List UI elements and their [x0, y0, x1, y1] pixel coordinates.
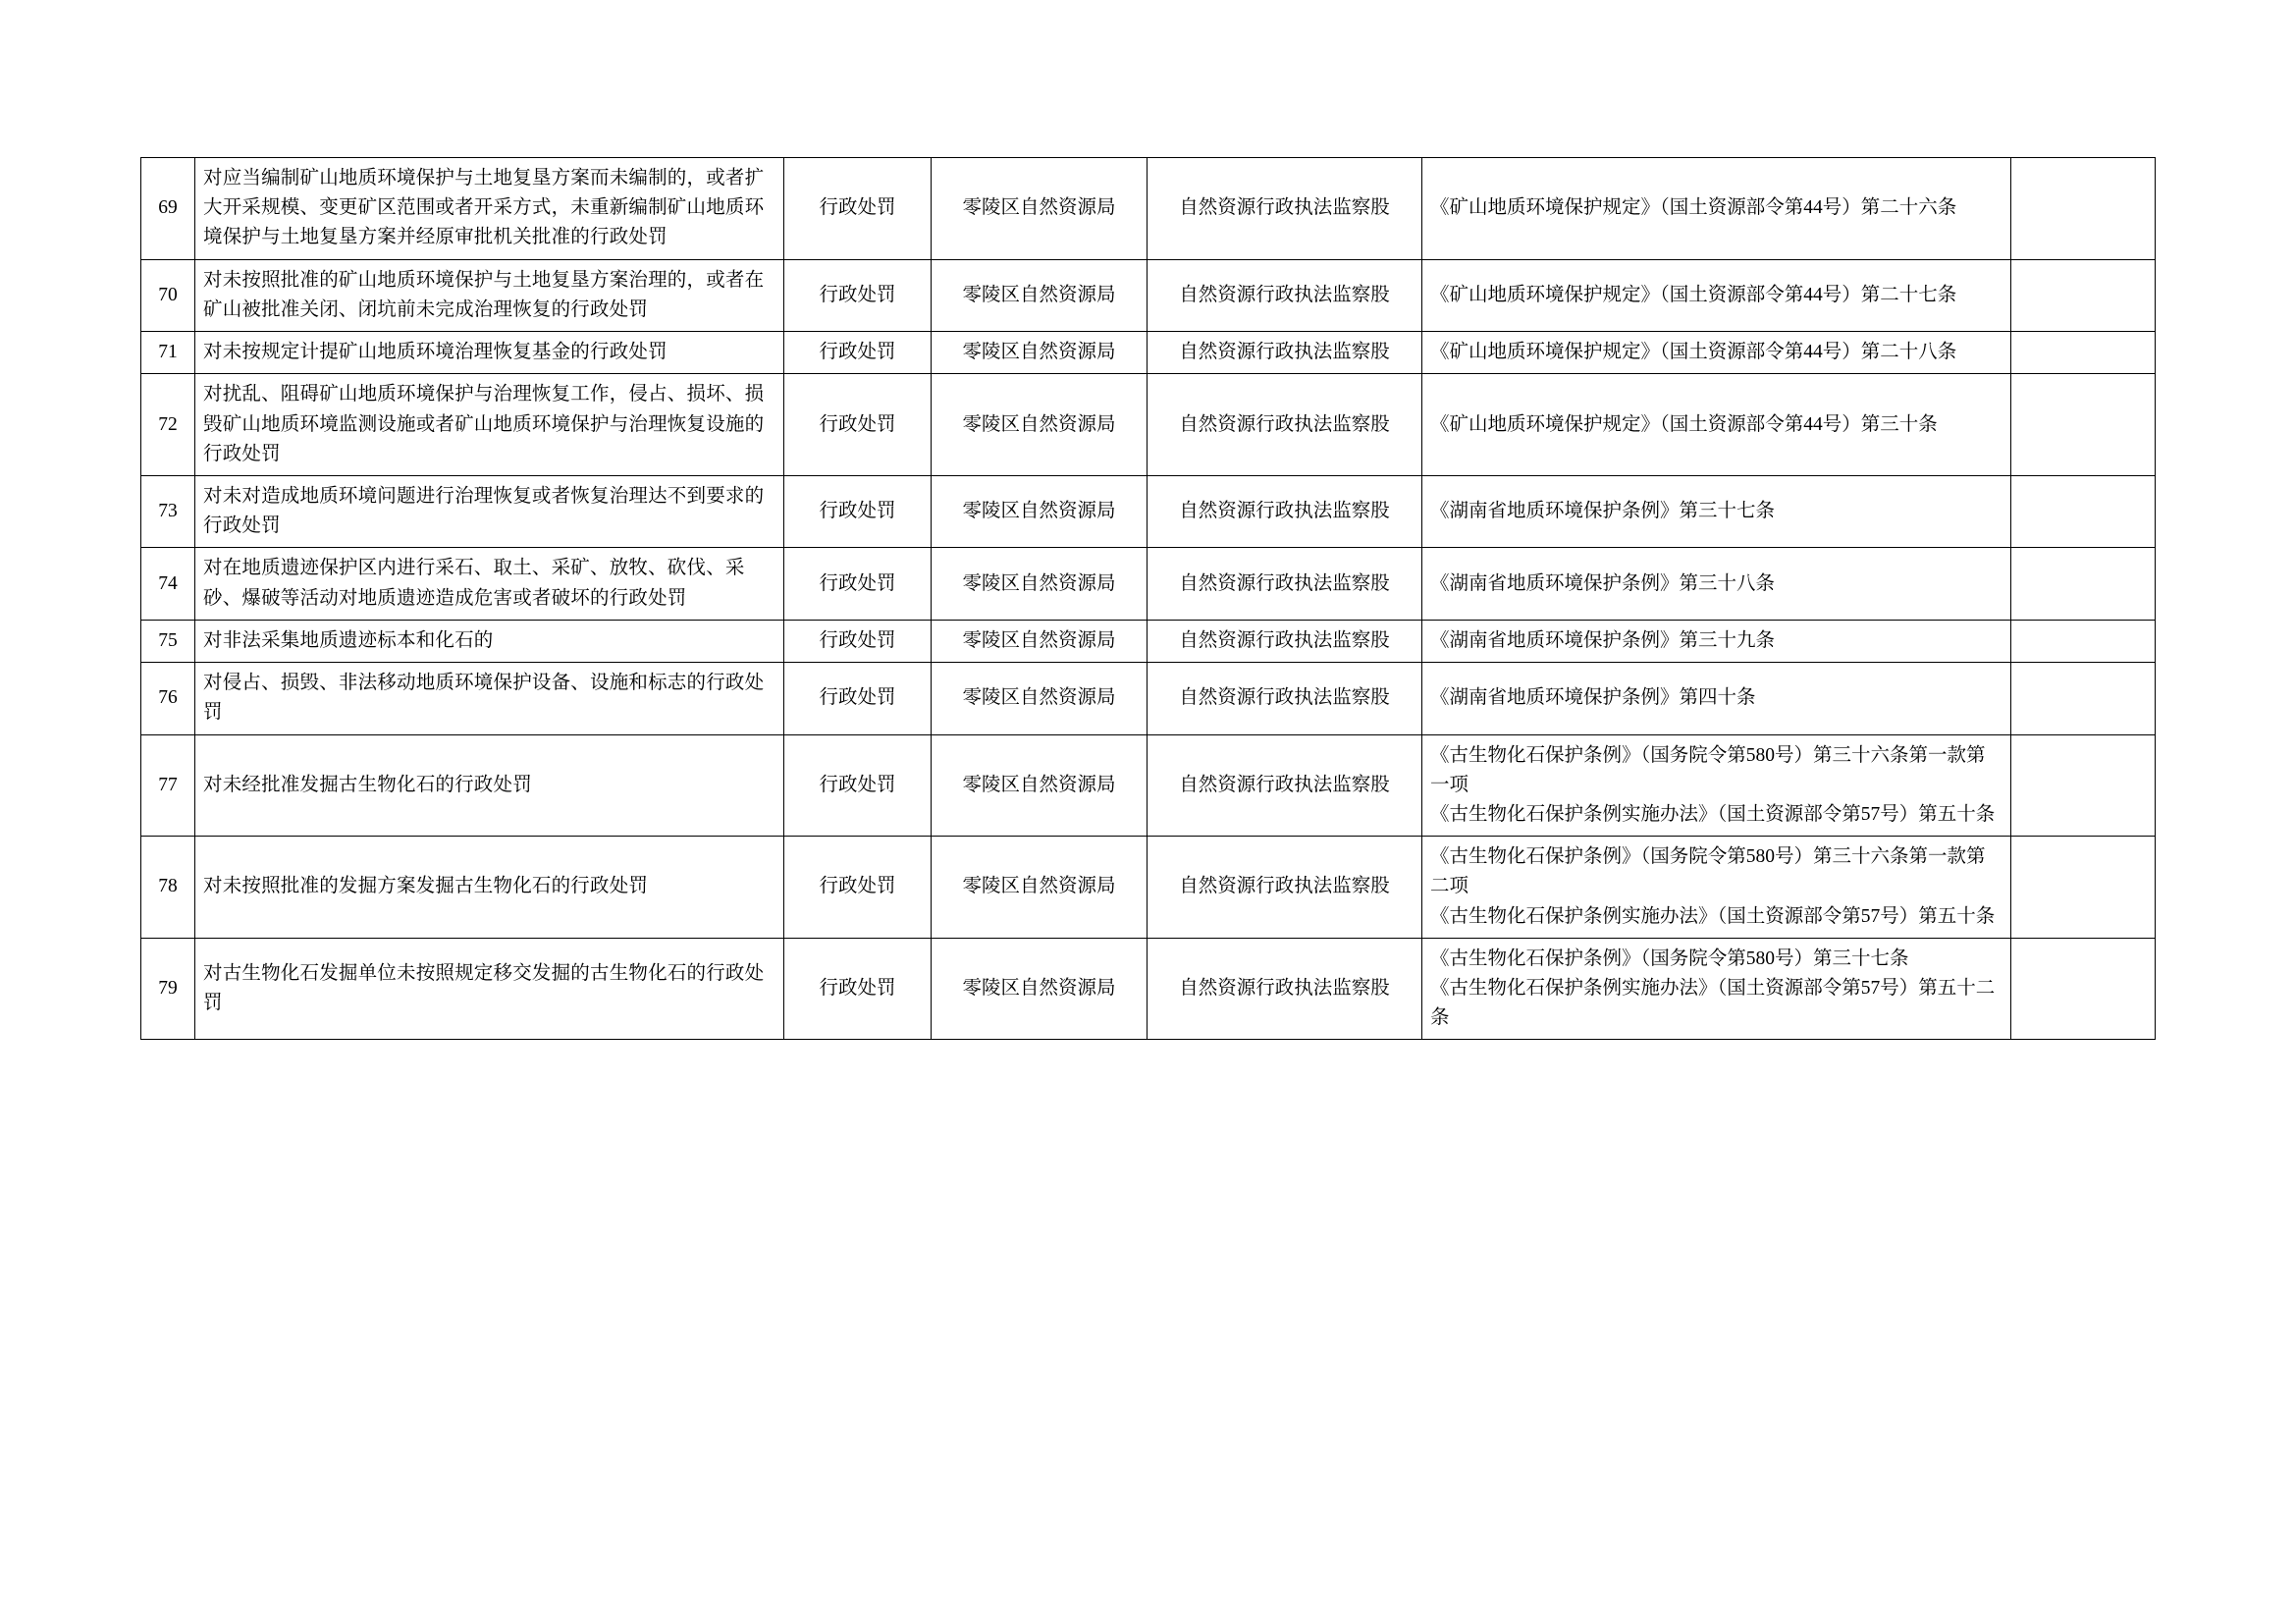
row-legal-basis — [1422, 475, 2011, 547]
row-remark — [2011, 734, 2156, 837]
row-legal-basis — [1422, 938, 2011, 1040]
legal-basis-line: 《古生物化石保护条例实施办法》（国土资源部令第57号）第五十条 — [1430, 803, 1996, 825]
row-department: 零陵区自然资源局 — [932, 259, 1148, 331]
row-unit: 自然资源行政执法监察股 — [1148, 548, 1422, 620]
table-row — [141, 332, 2156, 374]
row-type: 行政处罚 — [784, 938, 932, 1040]
row-index: 79 — [141, 938, 195, 1040]
row-unit: 自然资源行政执法监察股 — [1148, 374, 1422, 476]
row-department: 零陵区自然资源局 — [932, 548, 1148, 620]
row-type: 行政处罚 — [784, 548, 932, 620]
table-row — [141, 548, 2156, 620]
row-legal-basis — [1422, 374, 2011, 476]
legal-basis-line: 《矿山地质环境保护规定》（国土资源部令第44号）第二十八条 — [1430, 342, 1957, 363]
row-index: 76 — [141, 663, 195, 734]
row-item-name: 对在地质遗迹保护区内进行采石、取土、采矿、放牧、砍伐、采砂、爆破等活动对地质遗迹造成危害或者破坏的行政处罚 — [195, 548, 784, 620]
row-index: 73 — [141, 475, 195, 547]
legal-basis-line: 《湖南省地质环境保护条例》第三十九条 — [1430, 629, 1776, 651]
row-unit: 自然资源行政执法监察股 — [1148, 158, 1422, 260]
row-item-name: 对未按规定计提矿山地质环境治理恢复基金的行政处罚 — [195, 332, 784, 374]
table-row — [141, 374, 2156, 476]
table-row — [141, 837, 2156, 939]
row-unit: 自然资源行政执法监察股 — [1148, 332, 1422, 374]
row-department: 零陵区自然资源局 — [932, 663, 1148, 734]
row-remark — [2011, 938, 2156, 1040]
row-index: 74 — [141, 548, 195, 620]
row-item-name: 对非法采集地质遗迹标本和化石的 — [195, 620, 784, 662]
row-index: 70 — [141, 259, 195, 331]
legal-basis-line: 《矿山地质环境保护规定》（国土资源部令第44号）第三十条 — [1430, 413, 1938, 435]
legal-basis-line: 《古生物化石保护条例实施办法》（国土资源部令第57号）第五十二条 — [1430, 978, 1996, 1029]
row-remark — [2011, 158, 2156, 260]
row-item-name: 对未按照批准的发掘方案发掘古生物化石的行政处罚 — [195, 837, 784, 939]
row-type: 行政处罚 — [784, 837, 932, 939]
row-legal-basis — [1422, 259, 2011, 331]
row-department: 零陵区自然资源局 — [932, 734, 1148, 837]
row-unit: 自然资源行政执法监察股 — [1148, 734, 1422, 837]
row-remark — [2011, 548, 2156, 620]
row-item-name: 对扰乱、阻碍矿山地质环境保护与治理恢复工作，侵占、损坏、损毁矿山地质环境监测设施或者矿山地质环境保护与治理恢复设施的行政处罚 — [195, 374, 784, 476]
row-department: 零陵区自然资源局 — [932, 475, 1148, 547]
row-remark — [2011, 837, 2156, 939]
row-item-name: 对侵占、损毁、非法移动地质环境保护设备、设施和标志的行政处罚 — [195, 663, 784, 734]
row-department: 零陵区自然资源局 — [932, 938, 1148, 1040]
administrative-penalty-table — [140, 157, 2156, 1040]
row-legal-basis — [1422, 734, 2011, 837]
row-remark — [2011, 663, 2156, 734]
table-row — [141, 475, 2156, 547]
row-unit: 自然资源行政执法监察股 — [1148, 663, 1422, 734]
row-index: 77 — [141, 734, 195, 837]
row-type: 行政处罚 — [784, 475, 932, 547]
row-unit: 自然资源行政执法监察股 — [1148, 620, 1422, 662]
table-row — [141, 734, 2156, 837]
table-body — [141, 158, 2156, 1040]
row-item-name: 对应当编制矿山地质环境保护与土地复垦方案而未编制的，或者扩大开采规模、变更矿区范围或者开采方式，未重新编制矿山地质环境保护与土地复垦方案并经原审批机关批准的行政处罚 — [195, 158, 784, 260]
row-legal-basis — [1422, 663, 2011, 734]
legal-basis-line: 《矿山地质环境保护规定》（国土资源部令第44号）第二十六条 — [1430, 197, 1957, 219]
row-remark — [2011, 259, 2156, 331]
legal-basis-line: 《古生物化石保护条例》（国务院令第580号）第三十六条第一款第二项 — [1430, 846, 1986, 897]
row-department: 零陵区自然资源局 — [932, 332, 1148, 374]
row-remark — [2011, 332, 2156, 374]
row-department: 零陵区自然资源局 — [932, 158, 1148, 260]
row-remark — [2011, 374, 2156, 476]
row-item-name: 对未对造成地质环境问题进行治理恢复或者恢复治理达不到要求的行政处罚 — [195, 475, 784, 547]
table-container — [140, 157, 2155, 1040]
row-legal-basis — [1422, 620, 2011, 662]
legal-basis-line: 《湖南省地质环境保护条例》第三十七条 — [1430, 501, 1776, 522]
legal-basis-line: 《湖南省地质环境保护条例》第四十条 — [1430, 687, 1756, 709]
row-remark — [2011, 620, 2156, 662]
row-type: 行政处罚 — [784, 332, 932, 374]
table-row — [141, 259, 2156, 331]
row-index: 69 — [141, 158, 195, 260]
row-legal-basis — [1422, 158, 2011, 260]
row-index: 78 — [141, 837, 195, 939]
legal-basis-line: 《古生物化石保护条例》（国务院令第580号）第三十六条第一款第一项 — [1430, 744, 1986, 795]
row-type: 行政处罚 — [784, 374, 932, 476]
row-type: 行政处罚 — [784, 620, 932, 662]
row-department: 零陵区自然资源局 — [932, 620, 1148, 662]
legal-basis-line: 《古生物化石保护条例》（国务院令第580号）第三十七条 — [1430, 947, 1909, 969]
row-unit: 自然资源行政执法监察股 — [1148, 837, 1422, 939]
row-legal-basis — [1422, 332, 2011, 374]
row-item-name: 对未按照批准的矿山地质环境保护与土地复垦方案治理的，或者在矿山被批准关闭、闭坑前未完成治理恢复的行政处罚 — [195, 259, 784, 331]
row-index: 72 — [141, 374, 195, 476]
row-type: 行政处罚 — [784, 158, 932, 260]
table-row — [141, 938, 2156, 1040]
row-item-name: 对未经批准发掘古生物化石的行政处罚 — [195, 734, 784, 837]
row-remark — [2011, 475, 2156, 547]
row-type: 行政处罚 — [784, 663, 932, 734]
legal-basis-line: 《湖南省地质环境保护条例》第三十八条 — [1430, 572, 1776, 594]
row-index: 75 — [141, 620, 195, 662]
row-unit: 自然资源行政执法监察股 — [1148, 938, 1422, 1040]
row-index: 71 — [141, 332, 195, 374]
row-unit: 自然资源行政执法监察股 — [1148, 475, 1422, 547]
row-legal-basis — [1422, 548, 2011, 620]
table-row — [141, 663, 2156, 734]
row-department: 零陵区自然资源局 — [932, 837, 1148, 939]
table-row — [141, 620, 2156, 662]
row-legal-basis — [1422, 837, 2011, 939]
table-row — [141, 158, 2156, 260]
row-department: 零陵区自然资源局 — [932, 374, 1148, 476]
row-item-name: 对古生物化石发掘单位未按照规定移交发掘的古生物化石的行政处罚 — [195, 938, 784, 1040]
row-type: 行政处罚 — [784, 259, 932, 331]
row-type: 行政处罚 — [784, 734, 932, 837]
legal-basis-line: 《古生物化石保护条例实施办法》（国土资源部令第57号）第五十条 — [1430, 905, 1996, 927]
legal-basis-line: 《矿山地质环境保护规定》（国土资源部令第44号）第二十七条 — [1430, 284, 1957, 305]
row-unit: 自然资源行政执法监察股 — [1148, 259, 1422, 331]
